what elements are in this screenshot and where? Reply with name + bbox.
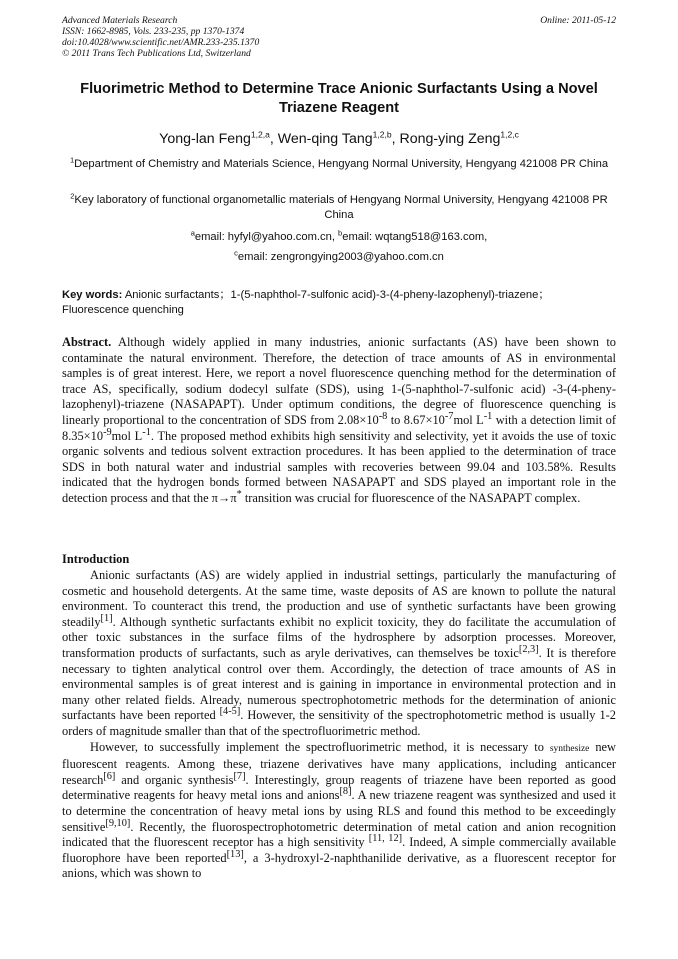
- running-header: [62, 15, 616, 59]
- introduction-body: [62, 568, 616, 882]
- author-sup: 1,2,c: [500, 129, 519, 140]
- affiliation-sup: 2: [70, 191, 75, 201]
- paragraph-text: However, to successfully implement the spectrofluorimetric method, it is necessary to: [90, 739, 550, 754]
- paragraph-text: , a 3-hydroxyl-2-naphthanilide derivative, as a fluorescent receptor for anions, which was shown to: [62, 850, 616, 881]
- copyright-line: © 2011 Trans Tech Publications Ltd, Switzerland: [62, 48, 251, 59]
- citation[interactable]: [6]: [103, 770, 116, 782]
- section-heading-introduction: Introduction: [62, 552, 130, 566]
- paragraph: [62, 740, 616, 882]
- abstract-label: Abstract.: [62, 335, 112, 349]
- paragraph: [62, 568, 616, 740]
- paragraph-text: synthesize: [549, 743, 590, 754]
- abstract-text: transition was crucial for fluorescence of the NASAPAPT complex.: [241, 490, 581, 505]
- paragraph-text: . Recently, the fluorospectrophotometric determination of metal cation and anion recognition indicated that the fluorescent receptor has a high sensitivity: [62, 819, 616, 850]
- online-date: Online: 2011-05-12: [540, 15, 616, 26]
- exponent: -9: [103, 426, 112, 438]
- affiliation-text: Key laboratory of functional organometallic materials of Hengyang Normal University, Hengyang 421008 PR China: [74, 194, 608, 221]
- paragraph-text: . However, the sensitivity of the spectrophotometric method is usually 1-2 orders of magnitude smaller than that of the spectrofluorimetric method.: [62, 708, 616, 738]
- author-name: Wen-qing Tang: [277, 131, 373, 147]
- email-line-2: [62, 250, 616, 265]
- abstract-text: Although widely applied in many industries, anionic surfactants (AS) have been shown to contaminate the natural environment. Therefore, the detection of trace amounts of AS in environmental samples is of great interest. Here, we report a novel fluorescence quenching method for the determination of trace AS, specifically, sodium dodecyl sulfate (SDS), using 1-(5-naphthol-7-sulfonic acid) -3-(4-pheny-lazophenyl)-triazene (NASAPAPT). Under optimum conditions, the degree of fluorescence quenching is linearly proportional to the concentration of SDS from 2.08×10: [62, 335, 616, 427]
- email-a[interactable]: email: hyfyl@yahoo.com.cn,: [194, 231, 335, 243]
- affiliation-sup: 1: [69, 155, 75, 165]
- abstract-text: mol L: [453, 412, 484, 427]
- citation[interactable]: [4-5]: [219, 706, 241, 718]
- exponent: -7: [444, 410, 454, 422]
- citation[interactable]: [1]: [100, 612, 113, 624]
- paragraph-text: new fluorescent reagents. Among these, triazene derivatives have many applications, including anticancer research: [62, 739, 616, 787]
- keywords-label: Key words:: [62, 289, 123, 301]
- abstract-text: . The proposed method exhibits high sensitivity and selectivity, yet it avoids the use of toxic organic solvents and tedious solvent extraction procedures. It has been applied to the determination of trace SDS in both natural water and industrial samples with recoveries between 99.04 and 103.58%. Results indicated that the hydrogen bonds formed between NASAPAPT and SDS played an important role in the detection process and that the π→π: [62, 428, 616, 505]
- doi-line: doi:10.4028/www.scientific.net/AMR.233-235.1370: [62, 37, 260, 48]
- author-sup: 1,2,a: [250, 129, 270, 140]
- paragraph-text: . It is therefore necessary to tighten analytical control over them. Accordingly, the detection of trace amounts of AS in environmental samples is of great interest and is gaining in importance in environmental protection and in many other related fields. Already, numerous spectrophotometric methods for the determination of anionic surfactants have been reported: [62, 645, 616, 723]
- journal-info: [62, 15, 616, 59]
- email-line-1: [62, 230, 616, 245]
- keywords: [62, 288, 616, 318]
- issn-line: ISSN: 1662-8985, Vols. 233-235, pp 1370-1374: [62, 26, 245, 37]
- journal-name: Advanced Materials Research: [62, 15, 178, 26]
- paragraph-text: and organic synthesis: [115, 772, 234, 787]
- paragraph-text: . A new triazene reagent was synthesized and used it to determine the concentration of heavy metal ions by using RLS and found this method to be exceedingly sensitive: [62, 788, 616, 834]
- author-sup: 1,2,b: [372, 129, 392, 140]
- citation[interactable]: [2,3]: [518, 643, 539, 655]
- exponent: -1: [483, 410, 493, 422]
- citation[interactable]: [9,10]: [105, 817, 131, 829]
- abstract-text: mol L: [111, 428, 143, 443]
- citation[interactable]: [8]: [339, 786, 352, 798]
- citation[interactable]: [7]: [233, 770, 246, 782]
- paragraph-text: . Indeed, A simple commercially available fluorophore have been reported: [62, 835, 617, 865]
- citation[interactable]: [11, 12]: [368, 832, 403, 844]
- affiliation-text: Department of Chemistry and Materials Science, Hengyang Normal University, Hengyang 421008 PR China: [74, 158, 609, 170]
- email-sup: a: [190, 228, 195, 238]
- paragraph-text: . Although synthetic surfactants exhibit no explicit toxicity, they do facilitate the accumulation of other toxic substances in the surface films of the hydrosphere by adsorption processes. Moreover, transformation products of surfactants, such as aryle derivatives, can themselves be toxic: [62, 614, 616, 660]
- email-c[interactable]: email: zengrongying2003@yahoo.com.cn: [237, 251, 444, 263]
- affiliation-1: [62, 157, 616, 172]
- email-sup: b: [338, 228, 343, 238]
- abstract-text: to 8.67×10: [387, 412, 445, 427]
- paper-title: Fluorimetric Method to Determine Trace Anionic Surfactants Using a Novel Triazene Reagent: [80, 81, 598, 116]
- citation[interactable]: [13]: [226, 848, 244, 860]
- affiliation-2: [62, 193, 616, 223]
- exponent: *: [236, 488, 242, 500]
- abstract: [62, 335, 616, 507]
- paragraph-text: Anionic surfactants (AS) are widely applied in industrial settings, particularly the manufacturing of cosmetic and household detergents. At the same time, waste deposits of AS are known to pollute the natural environment. To counteract this trend, the production and use of synthetic surfactants have been growing steadily: [62, 568, 616, 629]
- exponent: -8: [378, 410, 388, 422]
- keywords-text: Anionic surfactants；1-(5-naphthol-7-sulfonic acid)-3-(4-pheny-lazophenyl)-triazene；Fluorescence quenching: [62, 289, 550, 316]
- author-name: Rong-ying Zeng: [399, 131, 501, 147]
- author-list: Yong-lan Feng$^{1,2,a}$, Wen-qing Tang$^{1,2,b}$, Rong-ying Zeng$^{1,2,c}$: [159, 129, 519, 147]
- email-b[interactable]: email: wqtang518@163.com,: [342, 231, 488, 243]
- email-sup: c: [234, 248, 238, 258]
- paragraph-text: . Interestingly, group reagents of triazene have been reported as good determinative reagents for heavy metal ions and anions: [62, 772, 616, 803]
- abstract-text: with a detection limit of 8.35×10: [62, 412, 616, 443]
- exponent: -1: [142, 426, 151, 438]
- author-name: Yong-lan Feng: [159, 131, 251, 147]
